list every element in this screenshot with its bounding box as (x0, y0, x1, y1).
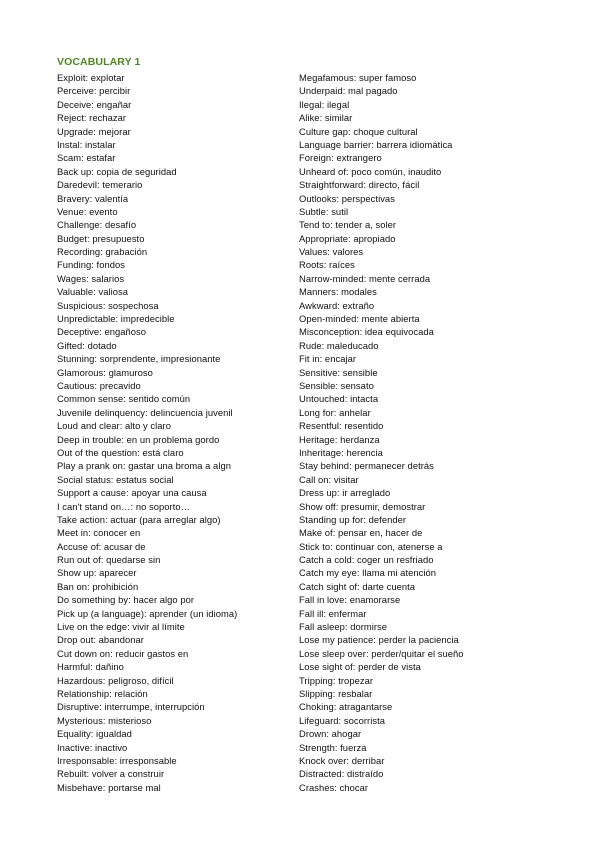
vocabulary-item: Back up: copia de seguridad (57, 165, 177, 177)
vocabulary-item: Stunning: sorprendente, impresionante (57, 353, 221, 365)
vocabulary-item: Drown: ahogar (299, 728, 362, 740)
vocabulary-item: Manners: modales (299, 286, 377, 298)
vocabulary-item: Accuse of: acusar de (57, 540, 146, 552)
vocabulary-item: Live on the edge: vivir al límite (57, 621, 185, 633)
vocabulary-item: Instal: instalar (57, 138, 116, 150)
vocabulary-item: Outlooks: perspectivas (299, 192, 395, 204)
vocabulary-item: Misbehave: portarse mal (57, 781, 161, 793)
vocabulary-item: Crashes: chocar (299, 781, 369, 793)
vocabulary-item: Call on: visitar (299, 473, 359, 485)
vocabulary-item: Lose sleep over: perder/quitar el sueño (299, 647, 464, 659)
vocabulary-item: Narrow-minded: mente cerrada (299, 272, 431, 284)
vocabulary-item: Support a cause: apoyar una causa (57, 487, 207, 499)
vocabulary-item: Tend to: tender a, soler (299, 219, 397, 231)
vocabulary-item: Unheard of: poco común, inaudito (299, 165, 442, 177)
vocabulary-item: Bravery: valentía (57, 192, 129, 204)
vocabulary-item: Standing up for: defender (299, 513, 407, 525)
vocabulary-item: Harmful: dañino (57, 661, 124, 673)
page-title: VOCABULARY 1 (57, 56, 141, 68)
vocabulary-item: Subtle: sutil (299, 205, 349, 217)
vocabulary-item: Lifeguard: socorrista (299, 714, 385, 726)
vocabulary-item: Meet in: conocer en (57, 527, 141, 539)
vocabulary-item: Distracted: distraído (299, 768, 384, 780)
vocabulary-item: Juvenile delinquency: delincuencia juvenil (57, 406, 233, 418)
vocabulary-item: Rebuilt: volver a construir (57, 768, 165, 780)
vocabulary-item: Daredevil: temerario (57, 179, 143, 191)
vocabulary-item: Choking: atragantarse (299, 701, 393, 713)
vocabulary-item: Deceptive: engañoso (57, 326, 147, 338)
vocabulary-item: Ban on: prohibición (57, 580, 139, 592)
vocabulary-item: Rude: maleducado (299, 339, 379, 351)
vocabulary-item: Lose my patience: perder la paciencia (299, 634, 459, 646)
vocabulary-list-right (299, 71, 549, 794)
vocabulary-item: Relationship: relación (57, 687, 148, 699)
vocabulary-item: Slipping: resbalar (299, 687, 373, 699)
vocabulary-item: Values: valores (299, 246, 364, 258)
vocabulary-item: Ilegal: ilegal (299, 98, 350, 110)
vocabulary-item: Cut down on: reducir gastos en (57, 647, 189, 659)
vocabulary-item: Appropriate: apropiado (299, 232, 396, 244)
vocabulary-item: Exploit: explotar (57, 72, 125, 83)
vocabulary-item: Recording: grabación (57, 246, 148, 258)
vocabulary-item: Lose sight of: perder de vista (299, 661, 421, 673)
vocabulary-item: Run out of: quedarse sin (57, 554, 161, 566)
vocabulary-item: Disruptive: interrumpe, interrupción (57, 701, 205, 713)
vocabulary-item: Roots: raíces (299, 259, 355, 271)
vocabulary-item: Tripping: tropezar (299, 674, 374, 686)
vocabulary-item: Do something by: hacer algo por (57, 594, 195, 606)
vocabulary-item: Perceive: percibir (57, 85, 131, 97)
vocabulary-item: Glamorous: glamuroso (57, 366, 153, 378)
vocabulary-item: Culture gap: choque cultural (299, 125, 418, 137)
vocabulary-item: Fall asleep: dormirse (299, 621, 388, 633)
vocabulary-item: Scam: estafar (57, 152, 116, 164)
vocabulary-item: Inheritage: herencia (299, 446, 383, 458)
vocabulary-item: Dress up: ir arreglado (299, 487, 391, 499)
vocabulary-item: Foreign: extrangero (299, 152, 382, 164)
vocabulary-item: Cautious: precavido (57, 379, 141, 391)
vocabulary-item: Fit in: encajar (299, 353, 357, 365)
vocabulary-item: Sensitive: sensible (299, 366, 378, 378)
vocabulary-item: I can't stand on…: no soporto… (57, 500, 191, 512)
vocabulary-item: Heritage: herdanza (299, 433, 380, 445)
vocabulary-item: Stay behind: permanecer detrás (299, 460, 434, 472)
vocabulary-item: Catch sight of: darte cuenta (299, 580, 416, 592)
vocabulary-item: Catch a cold: coger un resfriado (299, 554, 434, 566)
vocabulary-item: Open-minded: mente abierta (299, 313, 420, 325)
vocabulary-item: Deep in trouble: en un problema gordo (57, 433, 220, 445)
vocabulary-item: Funding: fondos (57, 259, 125, 271)
vocabulary-item: Awkward: extraño (299, 299, 375, 311)
vocabulary-item: Equality: igualdad (57, 728, 132, 740)
vocabulary-item: Fall in love: enamorarse (299, 594, 401, 606)
vocabulary-item: Drop out: abandonar (57, 634, 144, 646)
vocabulary-item: Out of the question: está claro (57, 446, 184, 458)
vocabulary-item: Challenge: desafío (57, 219, 137, 231)
vocabulary-item: Deceive: engañar (57, 98, 132, 110)
vocabulary-item: Untouched: intacta (299, 393, 379, 405)
vocabulary-item: Language barrier: barrera idiomática (299, 138, 453, 150)
vocabulary-item: Hazardous: peligroso, difícil (57, 674, 174, 686)
vocabulary-item: Gifted: dotado (57, 339, 117, 351)
vocabulary-list-left (57, 71, 292, 794)
vocabulary-item: Fall ill: enfermar (299, 607, 367, 619)
vocabulary-item: Inactive: inactivo (57, 741, 128, 753)
vocabulary-item: Sensible: sensato (299, 379, 374, 391)
vocabulary-item: Straightforward: directo, fácil (299, 179, 420, 191)
vocabulary-item: Reject: rechazar (57, 112, 127, 124)
vocabulary-item: Megafamous: super famoso (299, 72, 417, 83)
vocabulary-item: Strength: fuerza (299, 741, 367, 753)
vocabulary-item: Common sense: sentido común (57, 393, 191, 405)
vocabulary-item: Make of: pensar en, hacer de (299, 527, 423, 539)
vocabulary-item: Pick up (a language): aprender (un idioma) (57, 607, 238, 619)
vocabulary-item: Knock over: derribar (299, 754, 385, 766)
vocabulary-item: Take action: actuar (para arreglar algo) (57, 513, 221, 525)
vocabulary-item: Loud and clear: alto y claro (57, 420, 171, 432)
vocabulary-item: Long for: anhelar (299, 406, 371, 418)
vocabulary-item: Underpaid: mal pagado (299, 85, 398, 97)
vocabulary-item: Misconception: idea equivocada (299, 326, 434, 338)
vocabulary-item: Resentful: resentido (299, 420, 384, 432)
vocabulary-item: Stick to: continuar con, atenerse a (299, 540, 443, 552)
vocabulary-item: Catch my eye: llama mi atención (299, 567, 437, 579)
vocabulary-item: Show up: aparecer (57, 567, 137, 579)
vocabulary-item: Alike: similar (299, 112, 353, 124)
vocabulary-item: Social status: estatus social (57, 473, 174, 485)
vocabulary-item: Wages: salarios (57, 272, 125, 284)
vocabulary-item: Show off: presumir, demostrar (299, 500, 426, 512)
vocabulary-item: Venue: evento (57, 205, 118, 217)
vocabulary-item: Upgrade: mejorar (57, 125, 131, 137)
vocabulary-item: Valuable: valiosa (57, 286, 129, 298)
vocabulary-item: Suspicious: sospechosa (57, 299, 159, 311)
vocabulary-item: Irresponsable: irresponsable (57, 754, 177, 766)
vocabulary-item: Unpredictable: impredecible (57, 313, 175, 325)
vocabulary-item: Budget: presupuesto (57, 232, 145, 244)
vocabulary-item: Play a prank on: gastar una broma a algn (57, 460, 231, 472)
vocabulary-item: Mysterious: misterioso (57, 714, 152, 726)
